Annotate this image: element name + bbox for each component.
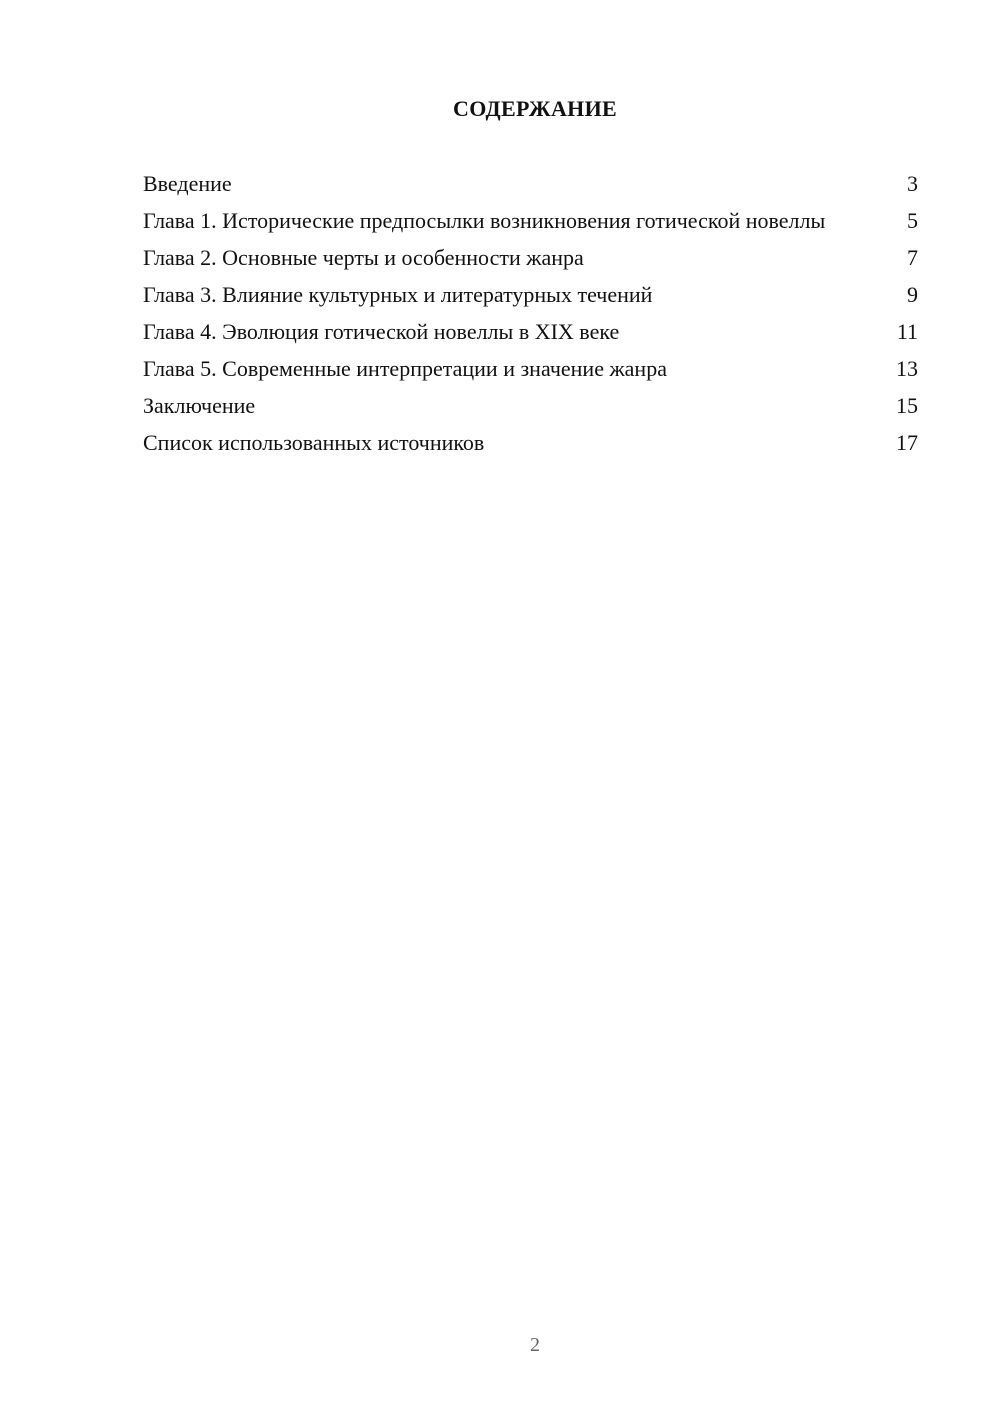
page-number: 2	[530, 1334, 540, 1356]
toc-entry-page: 3	[907, 171, 918, 196]
toc-entry-chapter-2	[143, 244, 918, 272]
toc-entry-label: Заключение	[143, 393, 256, 418]
toc-entry-label: Глава 4. Эволюция готической новеллы в XIX веке	[143, 319, 620, 344]
table-of-contents	[143, 170, 918, 466]
toc-entry-conclusion	[143, 392, 918, 420]
page-title: СОДЕРЖАНИЕ	[453, 96, 617, 121]
toc-entry-label: Список использованных источников	[143, 430, 485, 455]
toc-entry-label: Глава 5. Современные интерпретации и значение жанра	[143, 356, 667, 381]
toc-entry-label: Глава 2. Основные черты и особенности жанра	[143, 245, 584, 270]
toc-entry-label: Глава 3. Влияние культурных и литературных течений	[143, 282, 653, 307]
toc-entry-references	[143, 429, 918, 457]
toc-entry-page: 5	[907, 208, 918, 233]
toc-entry-page: 9	[907, 282, 918, 307]
toc-entry-page: 17	[896, 430, 918, 455]
toc-entry-page: 15	[896, 393, 918, 418]
toc-entry-chapter-3	[143, 281, 918, 309]
toc-entry-page: 7	[907, 245, 918, 270]
toc-entry-label: Введение	[143, 171, 232, 196]
toc-entry-chapter-1	[143, 207, 918, 235]
toc-entry-page: 11	[896, 319, 918, 344]
toc-entry-chapter-5	[143, 355, 918, 383]
toc-entry-chapter-4	[143, 318, 918, 346]
toc-entry-introduction	[143, 170, 918, 198]
toc-entry-label: Глава 1. Исторические предпосылки возникновения готической новеллы	[143, 208, 826, 233]
toc-entry-page: 13	[896, 356, 918, 381]
